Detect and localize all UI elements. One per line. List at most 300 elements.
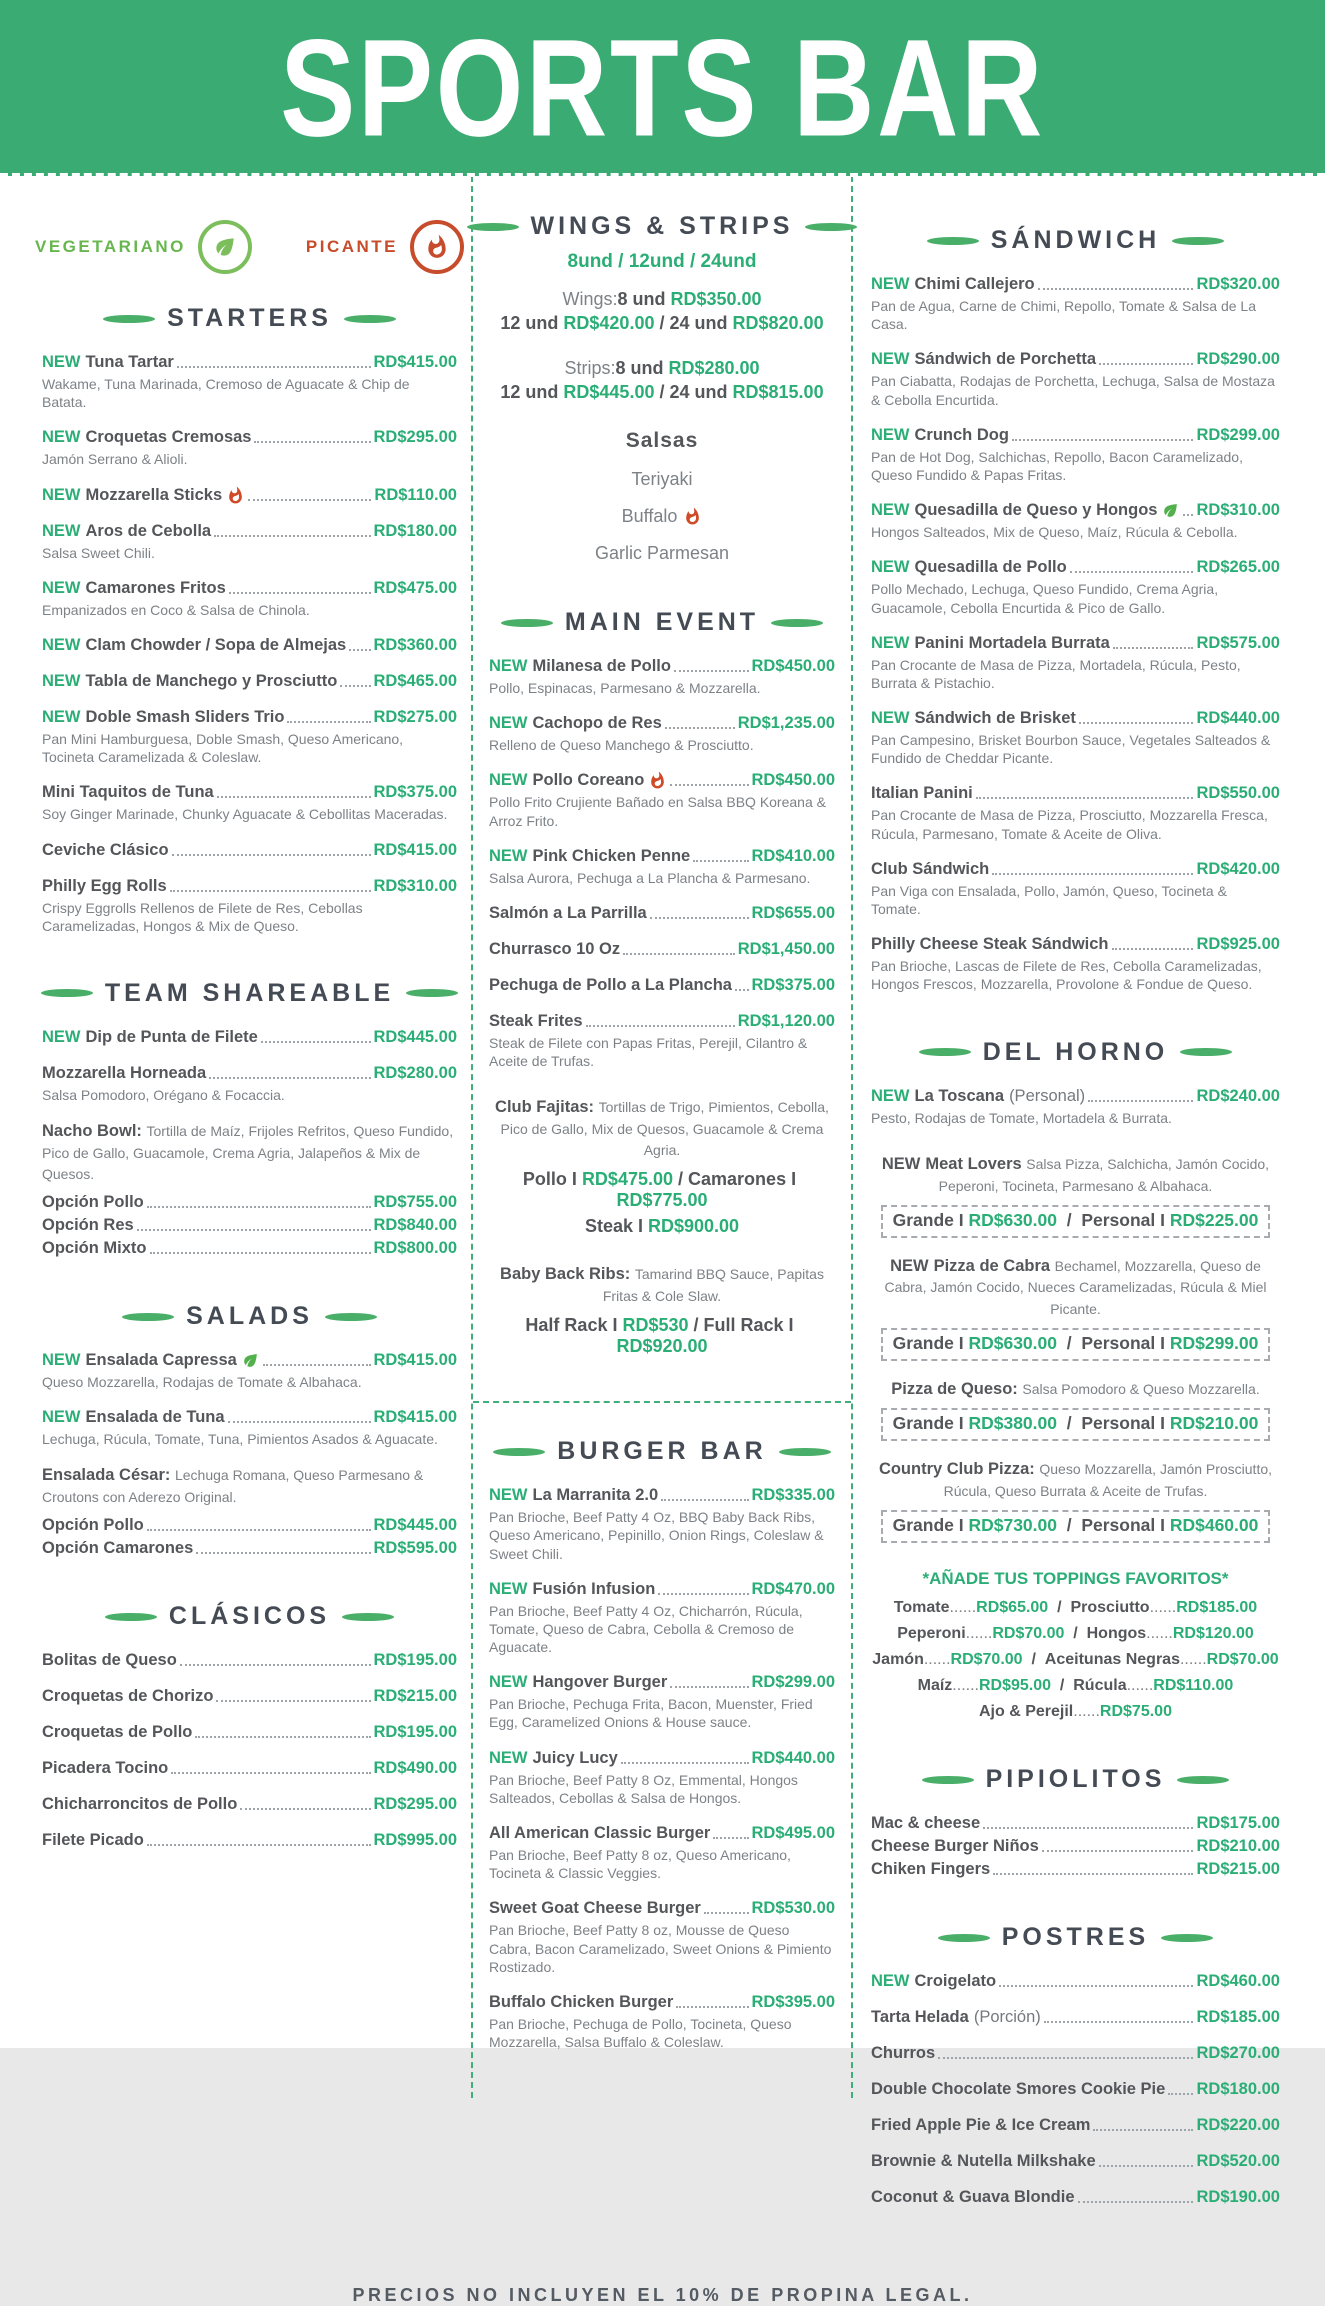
item-price: RD$270.00 (1196, 2044, 1280, 2063)
section-title (489, 212, 835, 241)
item-name: Mozzarella Horneada (42, 1063, 207, 1082)
menu-item-row (489, 1673, 835, 1692)
text-segment: 24 und (669, 382, 733, 402)
item-name: Brownie & Nutella Milkshake (871, 2152, 1096, 2171)
menu-item (42, 1216, 457, 1235)
text-segment: Wings: (562, 289, 618, 309)
new-badge: NEW (871, 350, 910, 369)
menu-item-row (871, 2044, 1280, 2063)
item-name: Pizza de Queso: (891, 1379, 1023, 1398)
item-description: Crispy Eggrolls Rellenos de Filete de Res, Cebollas Caramelizadas, Hongos & Mix de Queso. (42, 899, 363, 934)
new-badge: NEW (489, 1748, 528, 1767)
section-main-event (489, 608, 835, 1357)
price-text: RD$120.00 (1172, 1625, 1254, 1643)
dotted-leader (196, 1552, 370, 1554)
section-wings-&-strips (489, 212, 835, 564)
legend (34, 220, 457, 274)
item-description: Wakame, Tuna Marinada, Cremoso de Aguacate & Chip de Batata. (42, 376, 410, 411)
new-badge: NEW (489, 1486, 528, 1505)
section-sándwich (871, 226, 1280, 994)
text-segment: Prosciutto (1070, 1599, 1150, 1617)
item-price: RD$550.00 (1196, 784, 1280, 803)
menu-item-block (871, 1154, 1280, 1197)
leaf-dash (406, 989, 458, 997)
section-clásicos (42, 1602, 457, 1850)
column-middle (471, 176, 853, 2098)
dotted-leader (229, 592, 371, 594)
item-description: Pan Viga con Ensalada, Pollo, Jamón, Queso, Tocineta & Tomate. (871, 882, 1227, 917)
item-price: RD$290.00 (1196, 350, 1280, 369)
item-name: NEW Juicy Lucy (489, 1748, 618, 1767)
text-segment: Ajo & Perejil (979, 1703, 1074, 1721)
item-price: RD$1,120.00 (737, 1011, 835, 1030)
item-name: Filete Picado (42, 1831, 144, 1850)
item-name: Country Club Pizza: (878, 1460, 1040, 1479)
section-title (489, 1437, 835, 1466)
menu-item (871, 350, 1280, 408)
item-name: Meat Lovers (925, 1154, 1027, 1173)
item-name: Pechuga de Pollo a La Plancha (489, 975, 732, 994)
item-price: RD$490.00 (373, 1759, 457, 1778)
item-description: Pan Brioche, Lascas de Filete de Res, Cebolla Caramelizadas, Hongos Frescos, Mozzarella, Provolone & Fondue de Queso. (871, 958, 1262, 993)
dotted-leader (147, 1529, 371, 1531)
menu-item (871, 2008, 1280, 2027)
center-line (489, 382, 835, 403)
item-price: RD$495.00 (751, 1824, 835, 1843)
section-salads (42, 1302, 457, 1558)
leaf-dash (1161, 1934, 1213, 1942)
item-description: Pan Brioche, Pechuga Frita, Bacon, Muenster, Fried Egg, Caramelized Onions & House sauce. (489, 1696, 813, 1731)
dotted-leader (676, 2006, 748, 2008)
dotted-leader (1088, 1100, 1193, 1102)
section-title-text: WINGS & STRIPS (530, 212, 794, 240)
menu-item (489, 847, 835, 887)
dotted-leader (240, 1808, 370, 1810)
leaf-dash (342, 1613, 394, 1621)
item-price: RD$445.00 (373, 1027, 457, 1046)
section-title-text: STARTERS (167, 304, 332, 332)
text-segment: / (1057, 1515, 1082, 1536)
text-segment: Rúcula (1073, 1677, 1127, 1695)
section-title (871, 1765, 1280, 1794)
menu-item (42, 1028, 457, 1047)
price-text: *AÑADE TUS TOPPINGS FAVORITOS* (922, 1569, 1229, 1589)
dotted-leader (693, 860, 748, 862)
section-title (42, 1302, 457, 1331)
menu-item-row (871, 350, 1280, 369)
dotted-leader (263, 1364, 371, 1366)
item-price: RD$280.00 (373, 1063, 457, 1082)
item-name: NEW Hangover Burger (489, 1673, 668, 1692)
item-name: Salmón a La Parrilla (489, 903, 647, 922)
dotted-leader (177, 366, 371, 368)
item-description: Jamón Serrano & Alioli. (42, 451, 188, 468)
menu-item (42, 1723, 457, 1742)
leaf-dash (501, 619, 553, 627)
price-box-wrap (871, 1205, 1280, 1238)
item-name: Baby Back Ribs: (500, 1265, 635, 1284)
item-name: Pizza de Cabra (933, 1256, 1055, 1275)
item-description: Pan Brioche, Beef Patty 8 oz, Mousse de Queso Cabra, Bacon Caramelizado, Sweet Onions & Pimiento Rostizado. (489, 1922, 832, 1975)
text-segment: Full Rack I (703, 1315, 799, 1336)
item-price: RD$440.00 (1196, 709, 1280, 728)
dotted-leader (1099, 2165, 1194, 2167)
price-text: RD$820.00 (732, 313, 824, 333)
menu-item-block (871, 1256, 1280, 1320)
price-box-wrap (871, 1408, 1280, 1441)
item-name: Club Fajitas: (495, 1098, 599, 1117)
item-description: Pan de Agua, Carne de Chimi, Repollo, Tomate & Salsa de La Casa. (871, 298, 1256, 333)
item-price: RD$410.00 (751, 846, 835, 865)
dotted-leader (983, 1827, 1193, 1829)
item-description: Salsa Pizza, Salchicha, Jamón Cocido, Peperoni, Tocineta, Parmesano & Albahaca. (938, 1155, 1270, 1194)
item-price: RD$360.00 (373, 635, 457, 654)
menu-item (489, 1673, 835, 1731)
item-price: RD$265.00 (1196, 558, 1280, 577)
menu-item-row (42, 877, 457, 896)
item-price: RD$475.00 (373, 578, 457, 597)
section-burger-bar (473, 1401, 851, 2051)
item-name: Opción Mixto (42, 1239, 147, 1258)
menu-item-row (871, 2008, 1280, 2027)
center-line (489, 1315, 835, 1357)
leaf-dash (105, 1613, 157, 1621)
item-description: Lechuga Romana, Queso Parmesano & Croutons con Aderezo Original. (42, 1467, 424, 1506)
dotted-leader (137, 1229, 371, 1231)
text-segment: / (673, 1169, 689, 1190)
item-description: Pesto, Rodajas de Tomate, Mortadela & Burrata. (871, 1109, 1172, 1126)
text-segment: 12 und (500, 382, 564, 402)
item-price: RD$995.00 (373, 1831, 457, 1850)
spacer (489, 1242, 835, 1264)
price-text: RD$420.00 (563, 313, 655, 333)
menu-item (489, 976, 835, 995)
text-segment: Grande I (892, 1413, 969, 1434)
menu-item (489, 1012, 835, 1070)
menu-item (42, 353, 457, 411)
dotted-leader (1093, 2129, 1193, 2131)
menu-item (489, 1749, 835, 1807)
menu-item (871, 2116, 1280, 2135)
menu-item-row (489, 1993, 835, 2012)
section-title-text: DEL HORNO (982, 1037, 1169, 1066)
text-segment: Tomate (893, 1599, 950, 1617)
center-line (489, 506, 835, 527)
item-price: RD$299.00 (751, 1673, 835, 1692)
item-price: RD$800.00 (373, 1239, 457, 1258)
item-name: NEW Ensalada Capressa (42, 1351, 260, 1370)
flame-icon (683, 507, 702, 526)
text-segment: / (1057, 1413, 1082, 1434)
text-segment: Strips: (564, 358, 616, 378)
item-description: Pan Ciabatta, Rodajas de Porchetta, Lechuga, Salsa de Mostaza & Cebolla Encurtida. (871, 373, 1275, 408)
item-name: Opción Camarones (42, 1539, 194, 1558)
item-description: Tortilla de Maíz, Frijoles Refritos, Queso Fundido, Pico de Gallo, Guacamole, Crema Agria, Jalapeños & Mix de Quesos. (42, 1123, 454, 1182)
menu-item-row (871, 275, 1280, 294)
item-description: Bechamel, Mozzarella, Queso de Cabra, Jamón Cocido, Nueces Caramelizadas, Rúcula & Miel Picante. (884, 1257, 1267, 1317)
menu-item (489, 771, 835, 829)
menu-item (489, 1824, 835, 1882)
item-name: NEW Crunch Dog (871, 425, 1009, 444)
menu-item (871, 1087, 1280, 1127)
item-price: RD$840.00 (373, 1216, 457, 1235)
item-name: NEW Cachopo de Res (489, 714, 662, 733)
menu-item (42, 1516, 457, 1535)
item-price: RD$450.00 (751, 657, 835, 675)
dotted-leader (713, 1837, 748, 1839)
new-badge: NEW (871, 1972, 910, 1991)
item-price: RD$415.00 (373, 1351, 457, 1370)
item-description: Pan Campesino, Brisket Bourbon Sauce, Vegetales Salteados & Fundido de Cheddar Picante. (871, 732, 1271, 767)
price-text: RD$460.00 (1169, 1515, 1259, 1536)
dotted-leader (1012, 439, 1194, 441)
item-price: RD$320.00 (1196, 275, 1280, 293)
dotted-leader (674, 670, 749, 672)
section-title (871, 1038, 1280, 1067)
new-badge: NEW (42, 707, 81, 726)
menu-item (871, 1837, 1280, 1856)
dotted-leader (1042, 1850, 1194, 1852)
dotted-leader (147, 1844, 371, 1846)
menu-item (42, 1351, 457, 1391)
menu-item-block (489, 1097, 835, 1161)
dotted-leader (670, 784, 748, 786)
menu-item-row (42, 1239, 457, 1258)
item-price: RD$465.00 (373, 671, 457, 690)
center-line (489, 543, 835, 564)
item-price: RD$215.00 (373, 1687, 457, 1706)
menu-item-row (42, 1651, 457, 1670)
dotted-leader (180, 1664, 371, 1666)
column-left (34, 176, 471, 1894)
text-segment: Maíz (917, 1677, 953, 1695)
flame-icon (226, 486, 245, 505)
section-title (871, 1923, 1280, 1952)
leaf-dash (1172, 237, 1224, 245)
item-name: Ensalada César: (42, 1466, 175, 1485)
dotted-leader (621, 1762, 749, 1764)
price-text: RD$630.00 (968, 1209, 1057, 1230)
item-price: RD$595.00 (373, 1539, 457, 1558)
leaf-dash (493, 1448, 545, 1456)
dotted-leader (938, 2057, 1193, 2059)
item-name: Fried Apple Pie & Ice Cream (871, 2116, 1091, 2135)
new-badge: NEW (42, 578, 81, 597)
menu-item-row (871, 709, 1280, 728)
price-text: RD$70.00 (1206, 1651, 1279, 1669)
menu-item-row (42, 486, 457, 505)
new-badge: NEW (871, 501, 910, 520)
text-segment: Personal I (1081, 1332, 1170, 1353)
item-description: Pan Brioche, Beef Patty 4 Oz, Chicharrón, Rúcula, Tomate, Queso de Cabra, Cebolla & Cremoso de Aguacate. (489, 1602, 803, 1656)
leaf-dash (922, 1776, 974, 1784)
new-badge: NEW (871, 633, 910, 652)
leaf-dash (927, 237, 979, 245)
dotted-leader (623, 953, 735, 955)
text-segment: Salsas (625, 429, 699, 452)
leaf-dash (805, 223, 857, 231)
menu-item-row (871, 935, 1280, 954)
item-price: RD$415.00 (373, 353, 457, 371)
item-name: NEW Pollo Coreano (489, 771, 667, 790)
section-title (42, 304, 457, 333)
price-box (881, 1328, 1271, 1361)
item-price: RD$190.00 (1196, 2188, 1280, 2207)
new-badge: NEW (42, 428, 81, 447)
flame-icon (648, 771, 667, 790)
item-price: RD$755.00 (373, 1193, 457, 1212)
menu-item-row (871, 784, 1280, 803)
item-name: Chiken Fingers (871, 1860, 991, 1879)
new-badge: NEW (489, 1673, 528, 1692)
item-name: Philly Egg Rolls (42, 876, 167, 895)
item-price: RD$415.00 (373, 840, 457, 859)
item-price: RD$195.00 (373, 1651, 457, 1670)
menu-item (871, 634, 1280, 692)
menu-item (42, 1831, 457, 1850)
item-name: Coconut & Guava Blondie (871, 2188, 1075, 2207)
dotted-leader (214, 535, 370, 537)
item-name: NEW Aros de Cebolla (42, 521, 212, 540)
dotted-leader (1112, 948, 1194, 950)
text-segment: Buffalo (621, 506, 678, 526)
price-text: RD$475.00 (581, 1169, 674, 1190)
dotted-leader (172, 854, 371, 856)
text-segment: 12 und (500, 313, 564, 333)
item-price: RD$575.00 (1196, 633, 1280, 652)
text-segment: ...... (965, 1625, 993, 1643)
menu-item-row (489, 1486, 835, 1505)
menu-item-row (871, 426, 1280, 445)
text-segment: 8 und (615, 358, 669, 378)
dotted-leader (248, 499, 371, 501)
legend-vegetariano (35, 220, 252, 274)
item-description: Soy Ginger Marinade, Chunky Aguacate & Cebollitas Maceradas. (42, 806, 448, 823)
text-segment: / (1048, 1599, 1071, 1617)
item-price: RD$925.00 (1196, 935, 1280, 954)
menu-item (871, 426, 1280, 484)
dotted-leader (992, 873, 1193, 875)
dotted-leader (993, 1873, 1193, 1875)
vegetariano-leaf-icon (198, 220, 252, 274)
price-text: RD$815.00 (732, 382, 824, 402)
item-name: Double Chocolate Smores Cookie Pie (871, 2080, 1166, 2099)
menu-item-block (871, 1459, 1280, 1502)
price-text: RD$900.00 (647, 1216, 740, 1237)
price-text: RD$110.00 (1153, 1677, 1234, 1695)
item-name: NEW Dip de Punta de Filete (42, 1027, 258, 1046)
center-line (489, 289, 835, 310)
menu-item-row (42, 1064, 457, 1083)
menu-item-row (871, 2080, 1280, 2099)
menu-item-block (42, 1465, 457, 1508)
menu-item-row (42, 841, 457, 860)
menu-item (489, 1580, 835, 1657)
item-price: RD$440.00 (751, 1748, 835, 1767)
item-name: NEW Pink Chicken Penne (489, 846, 691, 865)
menu-item (871, 1860, 1280, 1879)
price-box-wrap (871, 1510, 1280, 1543)
item-name: Churrasco 10 Oz (489, 939, 621, 958)
item-name: Churros (871, 2044, 936, 2063)
menu-item (489, 1993, 835, 2051)
text-segment: Half Rack I (525, 1315, 623, 1336)
item-name: Chicharroncitos de Pollo (42, 1795, 238, 1814)
text-segment: / (1057, 1209, 1082, 1230)
menu-item-row (489, 714, 835, 733)
section-title-text: PIPIOLITOS (985, 1765, 1166, 1794)
item-price: RD$655.00 (751, 903, 835, 922)
menu-item-row (489, 976, 835, 995)
menu-item-row (871, 501, 1280, 520)
menu-item (42, 486, 457, 505)
item-price: RD$420.00 (1196, 859, 1280, 878)
dotted-leader (1070, 571, 1194, 573)
leaf-dash (1177, 1776, 1229, 1784)
dotted-leader (999, 1985, 1193, 1987)
item-description: Empanizados en Coco & Salsa de Chinola. (42, 601, 310, 618)
leaf-dash (919, 1048, 971, 1056)
item-name: NEW Doble Smash Sliders Trio (42, 707, 285, 726)
section-team-shareable (42, 979, 457, 1258)
section-title-text: MAIN EVENT (564, 608, 760, 636)
text-segment: ...... (952, 1677, 979, 1695)
menu-item (42, 428, 457, 468)
item-price: RD$240.00 (1196, 1086, 1280, 1105)
item-name: NEW Chimi Callejero (871, 275, 1035, 293)
menu-item (42, 841, 457, 860)
item-name: Croquetas de Pollo (42, 1723, 193, 1742)
new-badge: NEW (871, 1086, 910, 1105)
menu-item-row (871, 2188, 1280, 2207)
dotted-leader (287, 721, 370, 723)
new-badge: NEW (890, 1256, 929, 1275)
section-title-text: BURGER BAR (557, 1437, 767, 1466)
dotted-leader (670, 1686, 748, 1688)
dotted-leader (170, 890, 371, 892)
item-description: Pan Mini Hamburguesa, Doble Smash, Queso Americano, Tocineta Caramelizada & Coleslaw. (42, 730, 404, 766)
menu-item (871, 275, 1280, 333)
price-text: RD$350.00 (670, 289, 762, 309)
text-segment: Steak I (584, 1216, 648, 1237)
menu-item-row (489, 1012, 835, 1031)
header-banner (0, 0, 1325, 176)
item-name: NEW La Toscana (Personal) (871, 1086, 1086, 1105)
menu-item (871, 2044, 1280, 2063)
dotted-leader (209, 1077, 370, 1079)
section-subtitle: 8und / 12und / 24und (567, 251, 757, 272)
text-segment: ...... (1179, 1651, 1207, 1669)
item-name: Philly Cheese Steak Sándwich (871, 935, 1109, 954)
center-line (871, 1625, 1280, 1643)
menu-content (0, 176, 1325, 2251)
leaf-dash (122, 1313, 174, 1321)
menu-item (489, 1899, 835, 1976)
menu-item (489, 1486, 835, 1563)
item-price: RD$299.00 (1196, 425, 1280, 444)
section-title (489, 608, 835, 637)
center-line (489, 358, 835, 379)
menu-item (42, 1539, 457, 1558)
dotted-leader (171, 1772, 370, 1774)
dotted-leader (228, 1421, 371, 1423)
item-name: NEW Croquetas Cremosas (42, 428, 252, 447)
menu-item-row (42, 1795, 457, 1814)
dotted-leader (340, 685, 370, 687)
menu-item-row (871, 2116, 1280, 2135)
center-line (489, 469, 835, 490)
center-line (871, 1569, 1280, 1589)
